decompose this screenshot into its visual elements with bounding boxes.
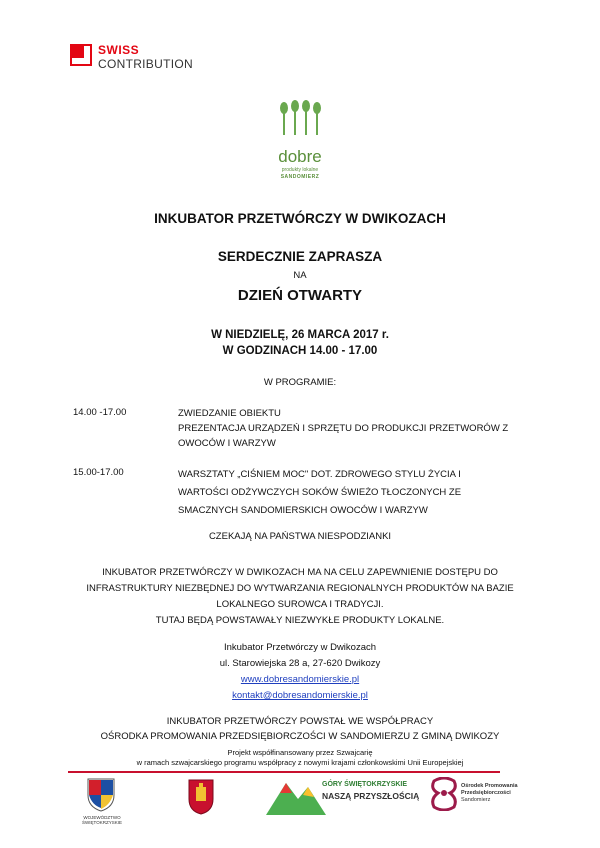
schedule-item-1-line: PREZENTACJA URZĄDZEŃ I SPRZĘTU DO PRODUKCJI PRZETWORÓW Z <box>178 423 509 434</box>
schedule-item-2-line: WARSZTATY „CIŚNIEM MOC" DOT. ZDROWEGO STYLU ŻYCIA I <box>178 469 461 480</box>
schedule-time-1: 14.00 -17.00 <box>73 407 127 418</box>
funding-line: Projekt współfinansowany przez Szwajcarię <box>227 748 373 757</box>
schedule-item-2-line: WARTOŚCI ODŻYWCZYCH SOKÓW ŚWIEŻO TŁOCZONYCH ZE <box>178 487 462 498</box>
contact-name: Inkubator Przetwórczy w Dwikozach <box>223 642 377 653</box>
swiss-logo-line2: CONTRIBUTION <box>98 57 193 71</box>
dobre-logo-word: dobre <box>278 147 322 166</box>
info-line: INKUBATOR PRZETWÓRCZY W DWIKOZACH MA NA CELU ZAPEWNIENIE DOSTĘPU DO <box>102 567 498 578</box>
schedule-item-2 <box>178 466 518 520</box>
cooperation-line: OŚRODKA PROMOWANIA PRZEDSIĘBIORCZOŚCI W SANDOMIERZU Z GMINĄ DWIKOZY <box>100 731 500 742</box>
shield-icon <box>188 779 214 815</box>
opp-sandomierz-logo <box>430 775 530 825</box>
page-title: INKUBATOR PRZETWÓRCZY W DWIKOZACH <box>154 211 446 226</box>
surprise-note: CZEKAJĄ NA PAŃSTWA NIESPODZIANKI <box>208 531 392 542</box>
email-link[interactable]: kontakt@dobresandomierskie.pl <box>232 690 368 701</box>
funding-line: w ramach szwajcarskiego programu współpracy z nowymi krajami członkowskimi Unii Europejskiej <box>136 758 464 767</box>
wojewodztwo-caption: WOJEWÓDZTWO ŚWIĘTOKRZYSKIE <box>82 815 122 825</box>
funding-note <box>0 748 600 768</box>
program-label: W PROGRAMIE: <box>263 377 337 388</box>
wojewodztwo-logo <box>72 775 132 835</box>
gory-logo-line2: NASZĄ PRZYSZŁOŚCIĄ <box>322 791 420 801</box>
opp-logo-line3: Sandomierz <box>461 797 491 803</box>
dobre-logo-sub1: produkty lokalne <box>281 167 319 173</box>
schedule-item-2-line: SMACZNYCH SANDOMIERSKICH OWOCÓW I WARZYW <box>178 505 428 516</box>
swiss-contribution-logo <box>70 44 220 80</box>
contact-address: ul. Starowiejska 28 a, 27-620 Dwikozy <box>219 658 381 669</box>
swiss-flag-icon <box>70 44 92 66</box>
spoons-icon <box>277 100 323 146</box>
info-line: LOKALNEGO SUROWCA I TRADYCJI. <box>216 599 384 610</box>
cooperation-block <box>0 714 600 744</box>
invite-line-1: SERDECZNIE ZAPRASZA <box>217 249 383 264</box>
schedule-item-1-line: ZWIEDZANIE OBIEKTU <box>178 408 281 419</box>
event-name: DZIEŃ OTWARTY <box>237 287 363 304</box>
cooperation-line: INKUBATOR PRZETWÓRCZY POWSTAŁ WE WSPÓŁPRACY <box>166 716 434 727</box>
gory-logo-line1: GÓRY ŚWIĘTOKRZYSKIE <box>322 781 408 788</box>
event-date: W NIEDZIELĘ, 26 MARCA 2017 r. <box>211 329 389 341</box>
info-block <box>0 565 600 629</box>
schedule-item-1-line: OWOCÓW I WARZYW <box>178 438 276 449</box>
contact-block <box>0 640 600 704</box>
gory-swietokrzyskie-logo <box>266 775 441 825</box>
swiss-logo-line1: SWISS <box>98 43 140 57</box>
dobre-logo-sub2: SANDOMIERZ <box>280 174 320 180</box>
footer-divider <box>68 771 500 773</box>
gmina-logo <box>186 775 216 825</box>
schedule-time-2: 15.00-17.00 <box>73 467 124 478</box>
opp-logo-line2: Przedsiębiorczości <box>461 790 511 796</box>
coat-of-arms-icon <box>86 777 116 813</box>
opp-emblem-icon <box>430 777 458 811</box>
opp-logo-line1: Ośrodek Promowania <box>461 783 518 789</box>
mountains-icon <box>266 775 326 815</box>
schedule-item-1 <box>178 406 518 451</box>
website-link[interactable]: www.dobresandomierskie.pl <box>240 674 360 685</box>
opp-logo-text <box>461 783 518 804</box>
dobre-logo <box>260 100 340 190</box>
info-line: INFRASTRUKTURY NIEZBĘDNEJ DO WYTWARZANIA REGIONALNYCH PRODUKTÓW NA BAZIE <box>86 583 514 594</box>
invite-line-2: NA <box>293 270 307 281</box>
event-hours: W GODZINACH 14.00 - 17.00 <box>222 345 378 357</box>
info-line: TUTAJ BĘDĄ POWSTAWAŁY NIEZWYKŁE PRODUKTY LOKALNE. <box>155 615 445 626</box>
